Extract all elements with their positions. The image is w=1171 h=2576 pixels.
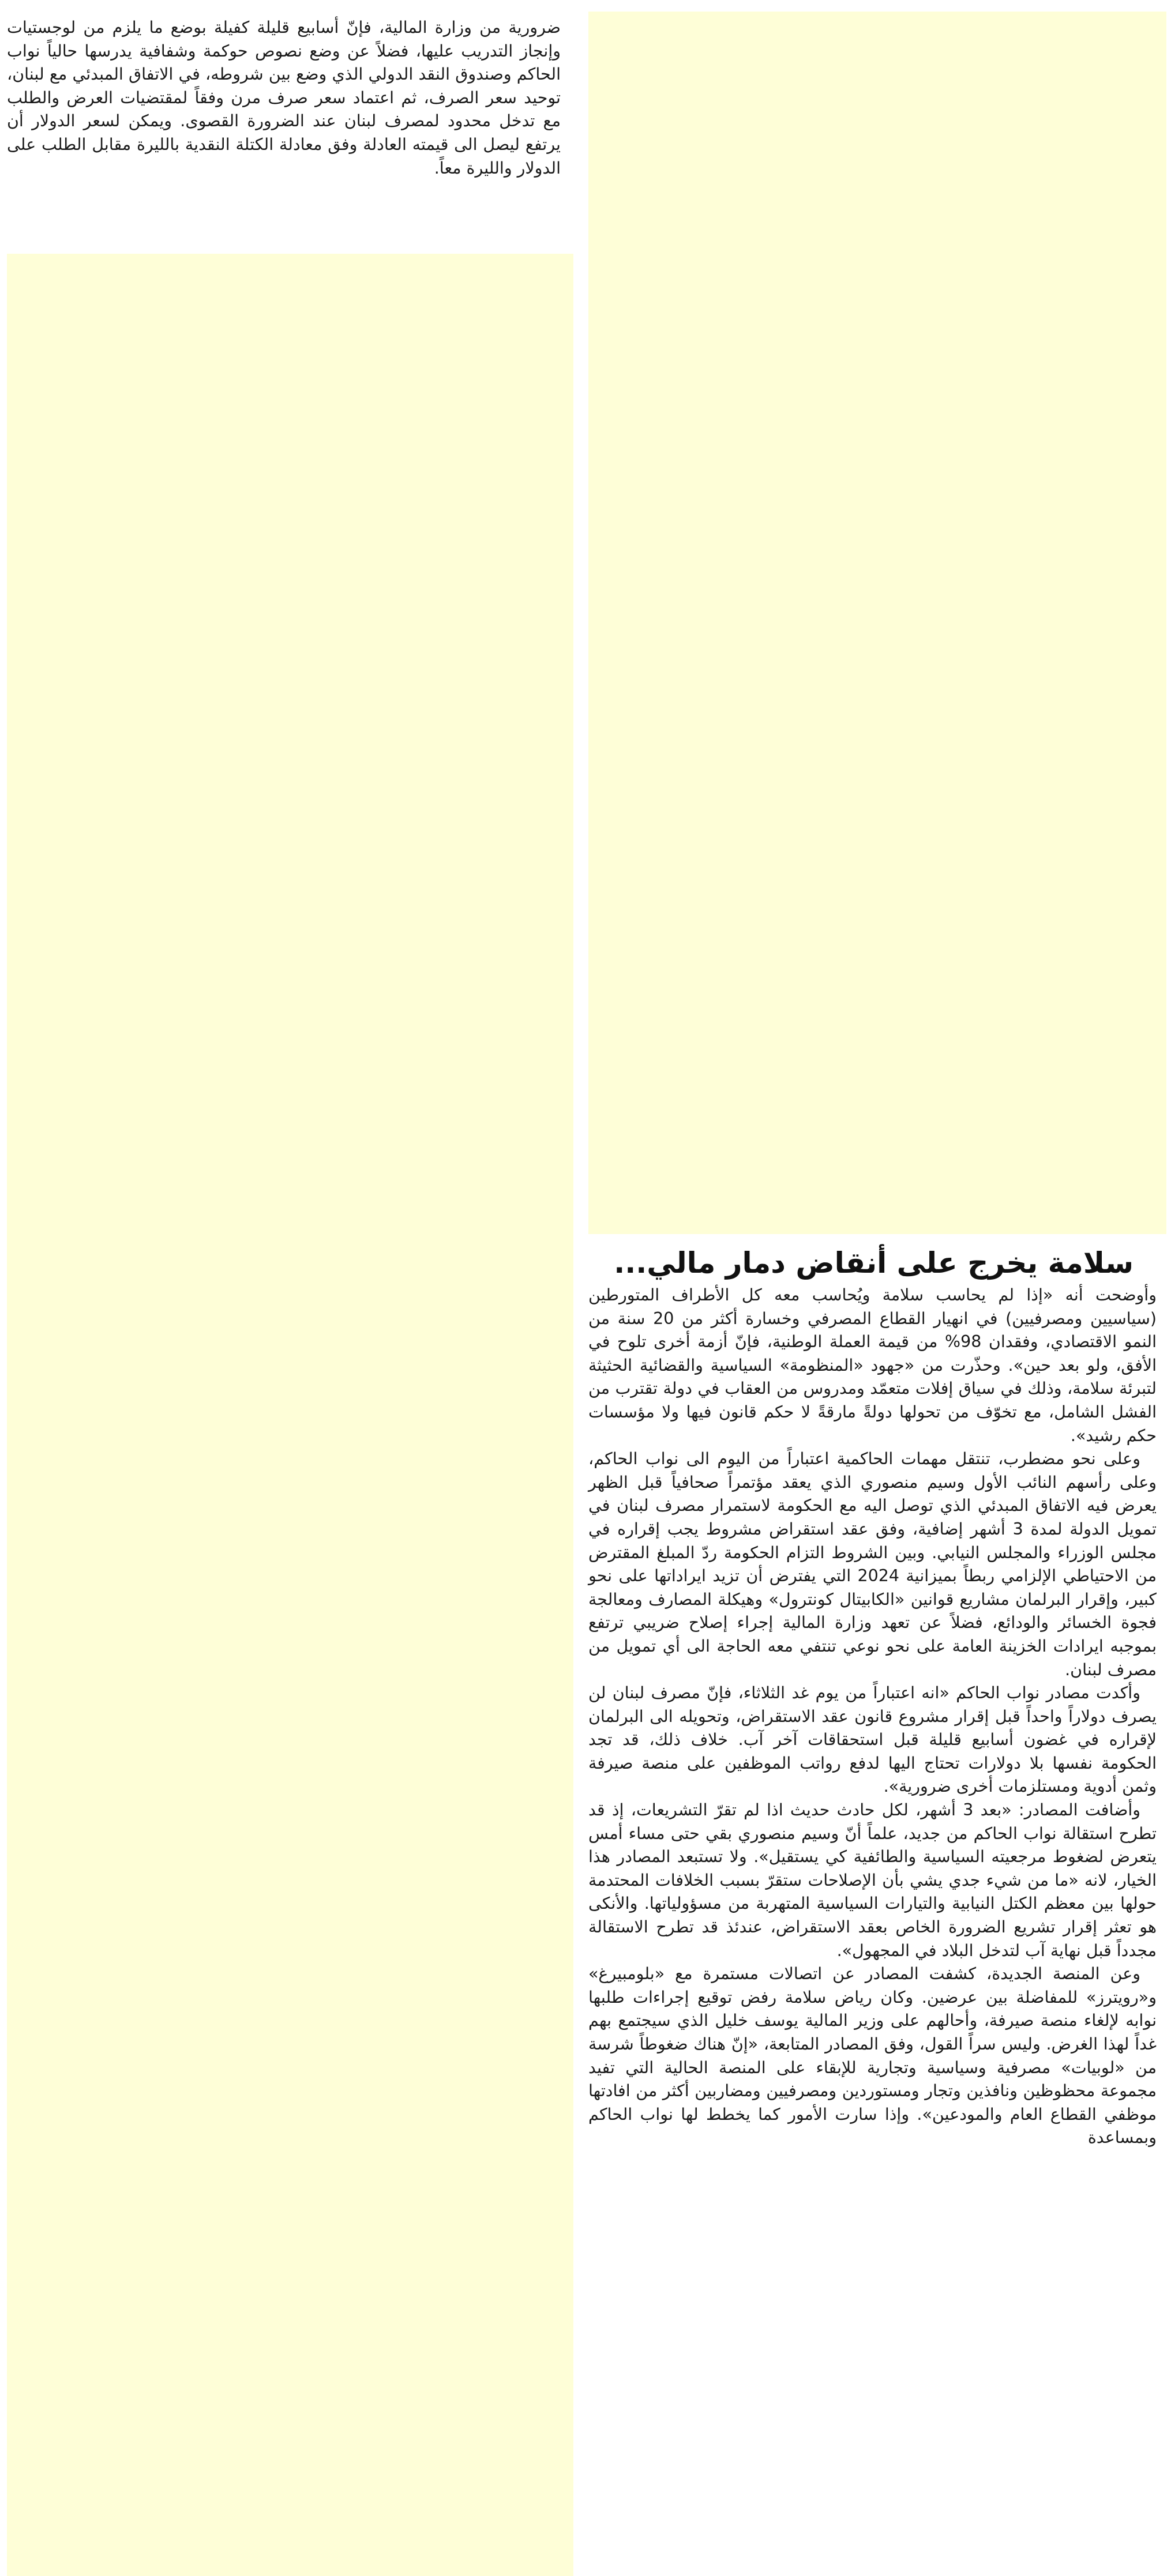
advertisement-placeholder-top-right: [588, 12, 1166, 1234]
article-paragraph: وعن المنصة الجديدة، كشفت المصادر عن اتصالات مستمرة مع «بلومبيرغ» و«رويترز» للمفاضلة بين عرضين. وكان رياض سلامة رفض توقيع إجراءات طلبها نوابه لإلغاء منصة صيرفة، وأحالهم على وزير المالية يوسف خليل الذي سيجتمع بهم غداً لهذا الغرض. وليس سراً القول، وفق المصادر المتابعة، «إنّ هناك ضغوطاً شرسة من «لوبيات» مصرفية وسياسية وتجارية للإبقاء على المنصة الحالية التي تفيد مجموعة محظوظين ونافذين وتجار ومستوردين ومصرفيين ومضاربين أكثر من افادتها موظفي القطاع العام والمودعين». وإذا سارت الأمور كما يخطط لها نواب الحاكم وبمساعدة: [588, 1964, 1157, 2148]
article-paragraph: وأكدت مصادر نواب الحاكم «انه اعتباراً من يوم غد الثلاثاء، فإنّ مصرف لبنان لن يصرف دولاراً واحداً قبل إقرار مشروع قانون عقد الاستقراض، وتحويله الى البرلمان لإقراره في غضون أسابيع قليلة قبل استحقاقات آخر آب. خلاف ذلك، قد تجد الحكومة نفسها بلا دولارات تحتاج اليها لدفع رواتب الموظفين على منصة صيرفة وثمن أدوية ومستلزمات أخرى ضرورية».: [588, 1683, 1157, 1796]
article-paragraph: وعلى نحو مضطرب، تنتقل مهمات الحاكمية اعتباراً من اليوم الى نواب الحاكم، وعلى رأسهم النائب الأول وسيم منصوري الذي يعقد مؤتمراً صحافياً قبل الظهر يعرض فيه الاتفاق المبدئي الذي توصل اليه مع الحكومة لاستمرار مصرف لبنان في تمويل الدولة لمدة 3 أشهر إضافية، وفق عقد استقراض مشروط يجب إقراره في مجلس الوزراء والمجلس النيابي. وبين الشروط التزام الحكومة ردّ المبلغ المقترض من الاحتياطي الإلزامي ربطاً بميزانية 2024 التي يفترض أن تزيد ايراداتها على نحو كبير، وإقرار البرلمان مشاريع قوانين «الكابيتال كونترول» وهيكلة المصارف ومعالجة فجوة الخسائر والودائع، فضلاً عن تعهد وزارة المالية إجراء إصلاح ضريبي ترتفع بموجبه ايرادات الخزينة العامة على نحو نوعي تنتفي معه الحاجة الى أي تمويل من مصرف لبنان.: [588, 1449, 1157, 1679]
article-paragraph: وأوضحت أنه «إذا لم يحاسب سلامة ويُحاسب معه كل الأطراف المتورطين (سياسيين ومصرفيين) في انهيار القطاع المصرفي وخسارة أكثر من 20 سنة من النمو الاقتصادي، وفقدان 98% من قيمة العملة الوطنية، فإنّ أزمة أخرى تلوح في الأفق، ولو بعد حين». وحذّرت من «جهود «المنظومة» السياسية والقضائية الحثيثة لتبرئة سلامة، وذلك في سياق إفلات متعمّد ومدروس من العقاب في دولة تقترب من الفشل الشامل، مع تخوّف من تحولها دولةً مارقةً لا حكم قانون فيها ولا مؤسسات حكم رشيد».: [588, 1285, 1157, 1445]
article-headline: سلامة يخرج على أنقاض دمار مالي...: [614, 1246, 1134, 1280]
advertisement-placeholder-left: [7, 254, 573, 2576]
article-body: [588, 1284, 1157, 2150]
article-paragraph: وأضافت المصادر: «بعد 3 أشهر، لكل حادث حديث اذا لم تقرّ التشريعات، إذ قد تطرح استقالة نواب الحاكم من جديد، علماً أنّ وسيم منصوري بقي حتى مساء أمس يتعرض لضغوط مرجعيته السياسية والطائفية كي يستقيل». ولا تستبعد المصادر هذا الخيار، لانه «ما من شيء جدي يشي بأن الإصلاحات ستقرّ بسبب الخلافات المحتدمة حولها بين معظم الكتل النيابية والتيارات السياسية المتهربة من مسؤولياتها. والأنكى هو تعثر إقرار تشريع الضرورة الخاص بعقد الاستقراض، عندئذ قد تطرح الاستقالة مجدداً قبل نهاية آب لتدخل البلاد في المجهول».: [588, 1800, 1157, 1960]
left-column-paragraph: ضرورية من وزارة المالية، فإنّ أسابيع قليلة كفيلة بوضع ما يلزم من لوجستيات وإنجاز التدريب عليها، فضلاً عن وضع نصوص حوكمة وشفافية يدرسها حالياً نواب الحاكم وصندوق النقد الدولي الذي وضع بين شروطه، في الاتفاق المبدئي مع لبنان، توحيد سعر الصرف، ثم اعتماد سعر صرف مرن وفقاً لمقتضيات العرض والطلب مع تدخل محدود لمصرف لبنان عند الضرورة القصوى. ويمكن لسعر الدولار أن يرتفع ليصل الى قيمته العادلة وفق معادلة الكتلة النقدية بالليرة مقابل الطلب على الدولار والليرة معاً.: [7, 18, 561, 178]
